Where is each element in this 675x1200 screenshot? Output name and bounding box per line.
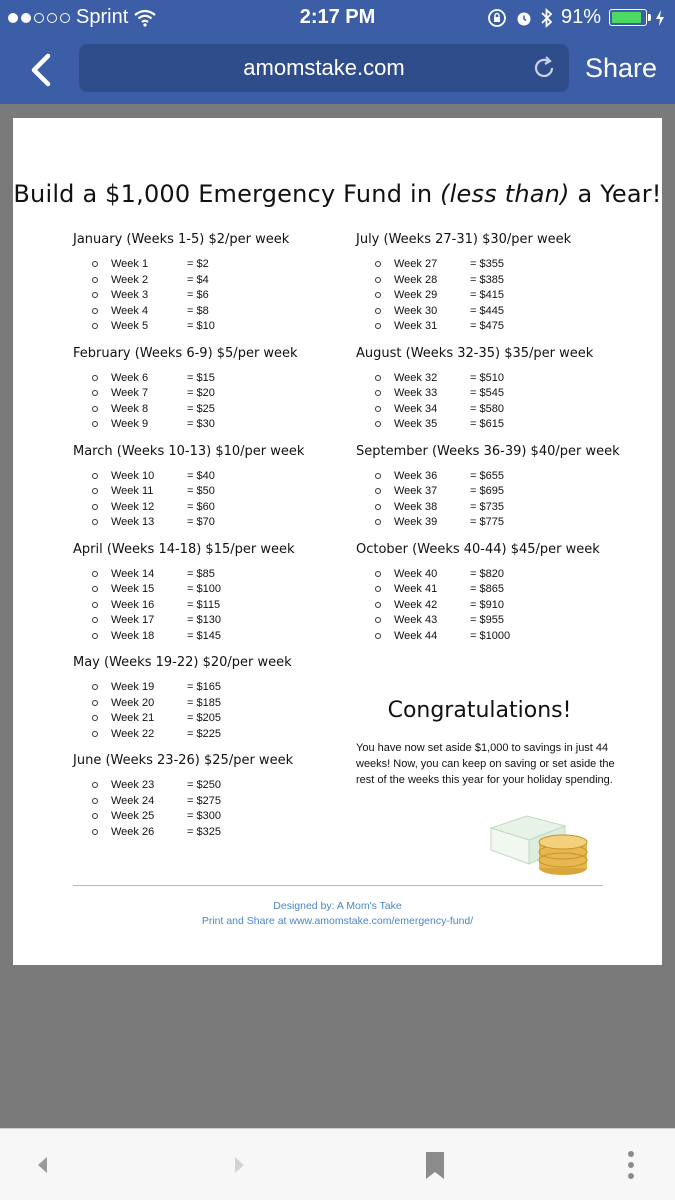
arrow-right-icon[interactable] — [223, 1149, 255, 1181]
week-label: Week 4 — [111, 304, 149, 317]
document-page — [13, 118, 662, 965]
month-heading: March (Weeks 10-13) $10/per week — [73, 443, 305, 459]
circle-bullet-icon — [375, 261, 381, 267]
month-heading: October (Weeks 40-44) $45/per week — [356, 541, 600, 557]
circle-bullet-icon — [375, 375, 381, 381]
week-row — [73, 630, 363, 646]
circle-bullet-icon — [92, 731, 98, 737]
week-row — [73, 697, 363, 713]
week-amount: = $695 — [470, 485, 504, 497]
circle-bullet-icon — [92, 829, 98, 835]
footer-credit: Designed by: A Mom's Take — [273, 900, 402, 912]
month-heading: January (Weeks 1-5) $2/per week — [73, 232, 290, 247]
circle-bullet-icon — [92, 684, 98, 690]
month-block — [356, 540, 646, 646]
week-row — [73, 274, 363, 290]
month-heading: May (Weeks 19-22) $20/per week — [73, 655, 292, 670]
month-block — [73, 540, 363, 646]
week-row — [356, 418, 646, 434]
share-button[interactable]: Share — [584, 53, 657, 83]
month-block — [356, 230, 646, 336]
week-row — [73, 516, 363, 532]
week-row — [73, 372, 363, 388]
week-amount: = $115 — [187, 598, 221, 611]
week-amount: = $50 — [187, 485, 215, 497]
week-amount: = $955 — [470, 614, 504, 626]
week-amount: = $545 — [470, 387, 504, 399]
week-row — [356, 614, 646, 630]
status-right — [487, 6, 665, 29]
month-block — [73, 442, 363, 532]
circle-bullet-icon — [92, 798, 98, 804]
week-label: Week 32 — [394, 371, 438, 384]
week-row — [73, 712, 363, 728]
week-row — [73, 779, 363, 795]
reload-icon[interactable] — [531, 55, 557, 81]
circle-bullet-icon — [375, 421, 381, 427]
battery-level — [612, 12, 641, 23]
month-heading: September (Weeks 36-39) $40/per week — [356, 443, 620, 459]
circle-bullet-icon — [375, 504, 381, 510]
week-row — [73, 320, 363, 336]
week-label: Week 19 — [111, 681, 155, 693]
week-amount: = $615 — [470, 418, 504, 430]
week-row — [356, 403, 646, 419]
circle-bullet-icon — [92, 473, 98, 479]
week-amount: = $275 — [187, 794, 221, 807]
week-row — [73, 826, 363, 842]
week-label: Week 43 — [394, 614, 438, 626]
week-amount: = $20 — [187, 387, 215, 399]
week-label: Week 15 — [111, 583, 155, 595]
week-amount: = $130 — [187, 614, 221, 626]
week-row — [73, 387, 363, 403]
week-row — [73, 470, 363, 486]
week-amount: = $185 — [187, 696, 221, 709]
circle-bullet-icon — [92, 406, 98, 412]
week-amount: = $4 — [187, 273, 209, 286]
right-month-column — [356, 230, 646, 653]
month-heading: July (Weeks 27-31) $30/per week — [356, 232, 572, 247]
week-label: Week 31 — [394, 320, 438, 332]
circle-bullet-icon — [92, 504, 98, 510]
week-label: Week 10 — [111, 469, 155, 482]
clock: 2:17 PM — [299, 6, 376, 28]
week-row — [356, 501, 646, 517]
week-label: Week 44 — [394, 629, 438, 642]
week-label: Week 13 — [111, 516, 155, 528]
week-row — [356, 599, 646, 615]
week-label: Week 3 — [111, 289, 149, 301]
week-row — [356, 470, 646, 486]
circle-bullet-icon — [92, 519, 98, 525]
week-row — [73, 795, 363, 811]
circle-bullet-icon — [92, 700, 98, 706]
week-row — [356, 372, 646, 388]
week-label: Week 40 — [394, 567, 438, 580]
week-amount: = $510 — [470, 371, 504, 384]
circle-bullet-icon — [92, 715, 98, 721]
week-row — [73, 614, 363, 630]
week-amount: = $6 — [187, 289, 209, 301]
circle-bullet-icon — [375, 602, 381, 608]
week-row — [356, 485, 646, 501]
week-label: Week 12 — [111, 500, 155, 513]
week-amount: = $8 — [187, 304, 209, 317]
week-row — [73, 728, 363, 744]
week-row — [356, 274, 646, 290]
week-amount: = $15 — [187, 371, 215, 384]
week-label: Week 34 — [394, 402, 438, 415]
week-row — [73, 258, 363, 274]
circle-bullet-icon — [92, 782, 98, 788]
week-label: Week 39 — [394, 516, 438, 528]
circle-bullet-icon — [92, 571, 98, 577]
week-amount: = $910 — [470, 598, 504, 611]
week-label: Week 28 — [394, 273, 438, 286]
week-amount: = $85 — [187, 567, 215, 580]
carrier-name: Sprint — [76, 6, 129, 28]
week-row — [356, 568, 646, 584]
rotation-lock-icon — [487, 8, 507, 28]
arrow-left-icon[interactable] — [27, 1149, 59, 1181]
week-label: Week 26 — [111, 825, 155, 838]
week-amount: = $25 — [187, 402, 215, 415]
week-row — [73, 599, 363, 615]
circle-bullet-icon — [92, 586, 98, 592]
week-label: Week 27 — [394, 258, 438, 270]
week-label: Week 36 — [394, 469, 438, 482]
week-label: Week 8 — [111, 402, 149, 415]
circle-bullet-icon — [92, 602, 98, 608]
circle-bullet-icon — [375, 473, 381, 479]
circle-bullet-icon — [375, 292, 381, 298]
week-label: Week 41 — [394, 583, 438, 595]
week-row — [356, 305, 646, 321]
title-emphasis: (less than) — [440, 180, 570, 208]
week-label: Week 22 — [111, 727, 155, 740]
week-amount: = $1000 — [470, 629, 511, 642]
week-label: Week 16 — [111, 598, 155, 611]
week-amount: = $205 — [187, 712, 221, 724]
circle-bullet-icon — [92, 390, 98, 396]
week-row — [73, 568, 363, 584]
circle-bullet-icon — [92, 421, 98, 427]
month-block — [356, 344, 646, 434]
title-part-2: a Year! — [569, 180, 662, 208]
week-row — [73, 403, 363, 419]
week-row — [73, 289, 363, 305]
month-block — [356, 442, 646, 532]
week-label: Week 23 — [111, 779, 155, 791]
url-text: amomstake.com — [243, 55, 405, 80]
week-amount: = $865 — [470, 583, 504, 595]
week-amount: = $145 — [187, 629, 221, 642]
week-label: Week 9 — [111, 418, 149, 430]
circle-bullet-icon — [375, 323, 381, 329]
circle-bullet-icon — [375, 633, 381, 639]
week-amount: = $445 — [470, 304, 504, 317]
status-bar — [0, 0, 675, 36]
week-row — [356, 320, 646, 336]
month-block — [73, 751, 363, 841]
week-row — [73, 418, 363, 434]
week-label: Week 20 — [111, 696, 155, 709]
circle-bullet-icon — [92, 323, 98, 329]
browser-toolbar — [0, 1128, 675, 1200]
battery-percent: 91% — [560, 6, 601, 28]
week-amount: = $60 — [187, 500, 215, 513]
week-row — [356, 516, 646, 532]
week-amount: = $325 — [187, 825, 221, 838]
week-amount: = $100 — [187, 583, 221, 595]
circle-bullet-icon — [375, 277, 381, 283]
week-label: Week 18 — [111, 629, 155, 642]
week-label: Week 37 — [394, 485, 438, 497]
week-row — [73, 501, 363, 517]
week-row — [73, 485, 363, 501]
month-block — [73, 230, 363, 336]
footer-link[interactable]: Print and Share at www.amomstake.com/emergency-fund/ — [201, 915, 474, 927]
circle-bullet-icon — [92, 813, 98, 819]
circle-bullet-icon — [92, 488, 98, 494]
week-label: Week 42 — [394, 598, 438, 611]
week-row — [73, 681, 363, 697]
circle-bullet-icon — [375, 586, 381, 592]
week-label: Week 7 — [111, 387, 149, 399]
circle-bullet-icon — [375, 488, 381, 494]
week-row — [73, 810, 363, 826]
circle-bullet-icon — [375, 308, 381, 314]
circle-bullet-icon — [92, 617, 98, 623]
week-label: Week 21 — [111, 712, 155, 724]
money-stack-illustration — [487, 798, 597, 878]
week-amount: = $735 — [470, 500, 504, 513]
title-part-1: Build a $1,000 Emergency Fund in — [13, 180, 441, 208]
week-label: Week 6 — [111, 371, 149, 384]
week-label: Week 35 — [394, 418, 438, 430]
month-heading: April (Weeks 14-18) $15/per week — [73, 541, 295, 557]
week-row — [73, 583, 363, 599]
week-label: Week 2 — [111, 273, 149, 286]
circle-bullet-icon — [92, 375, 98, 381]
more-vertical-icon[interactable] — [615, 1149, 647, 1181]
page-title — [13, 180, 662, 208]
circle-bullet-icon — [375, 519, 381, 525]
circle-bullet-icon — [92, 261, 98, 267]
week-label: Week 17 — [111, 614, 155, 626]
week-amount: = $475 — [470, 320, 504, 332]
week-row — [356, 583, 646, 599]
week-label: Week 14 — [111, 567, 155, 580]
circle-bullet-icon — [92, 633, 98, 639]
week-row — [356, 630, 646, 646]
week-row — [356, 387, 646, 403]
week-row — [356, 258, 646, 274]
month-heading: August (Weeks 32-35) $35/per week — [356, 345, 594, 361]
week-label: Week 25 — [111, 810, 155, 822]
circle-bullet-icon — [92, 292, 98, 298]
week-label: Week 29 — [394, 289, 438, 301]
week-amount: = $225 — [187, 727, 221, 740]
week-label: Week 33 — [394, 387, 438, 399]
month-block — [73, 344, 363, 434]
week-label: Week 24 — [111, 794, 155, 807]
week-amount: = $775 — [470, 516, 504, 528]
week-amount: = $580 — [470, 402, 504, 415]
congrats-text: You have now set aside $1,000 to savings in just 44 weeks! Now, you can keep on saving or set aside the rest of the weeks this year for your holiday spending. — [356, 742, 615, 786]
browser-nav-bar — [0, 36, 675, 104]
week-amount: = $30 — [187, 418, 215, 430]
week-amount: = $70 — [187, 516, 215, 528]
month-heading: June (Weeks 23-26) $25/per week — [73, 753, 294, 768]
bolt-icon — [655, 9, 665, 27]
month-heading: February (Weeks 6-9) $5/per week — [73, 345, 298, 361]
chevron-left-icon[interactable] — [22, 50, 62, 90]
week-amount: = $820 — [470, 567, 504, 580]
week-label: Week 30 — [394, 304, 438, 317]
week-label: Week 11 — [111, 485, 154, 497]
week-amount: = $655 — [470, 469, 504, 482]
circle-bullet-icon — [92, 308, 98, 314]
bluetooth-icon — [541, 8, 553, 28]
left-month-column — [73, 230, 363, 849]
url-bar[interactable] — [79, 44, 569, 92]
month-block — [73, 653, 363, 743]
week-amount: = $40 — [187, 469, 215, 482]
week-row — [356, 289, 646, 305]
congrats-heading: Congratulations! — [387, 698, 572, 723]
week-amount: = $385 — [470, 273, 504, 286]
circle-bullet-icon — [375, 571, 381, 577]
circle-bullet-icon — [92, 277, 98, 283]
bookmark-icon[interactable] — [419, 1149, 451, 1181]
footer-divider — [73, 885, 603, 886]
week-label: Week 38 — [394, 500, 438, 513]
circle-bullet-icon — [375, 406, 381, 412]
week-amount: = $415 — [470, 289, 504, 301]
week-amount: = $250 — [187, 779, 221, 791]
week-amount: = $355 — [470, 258, 504, 270]
week-amount: = $300 — [187, 810, 221, 822]
circle-bullet-icon — [375, 617, 381, 623]
alarm-icon — [515, 9, 533, 27]
battery-icon — [609, 9, 647, 26]
circle-bullet-icon — [375, 390, 381, 396]
week-amount: = $2 — [187, 258, 209, 270]
week-label: Week 5 — [111, 320, 149, 332]
week-amount: = $10 — [187, 320, 215, 332]
week-label: Week 1 — [111, 258, 149, 270]
week-amount: = $165 — [187, 681, 221, 693]
week-row — [73, 305, 363, 321]
